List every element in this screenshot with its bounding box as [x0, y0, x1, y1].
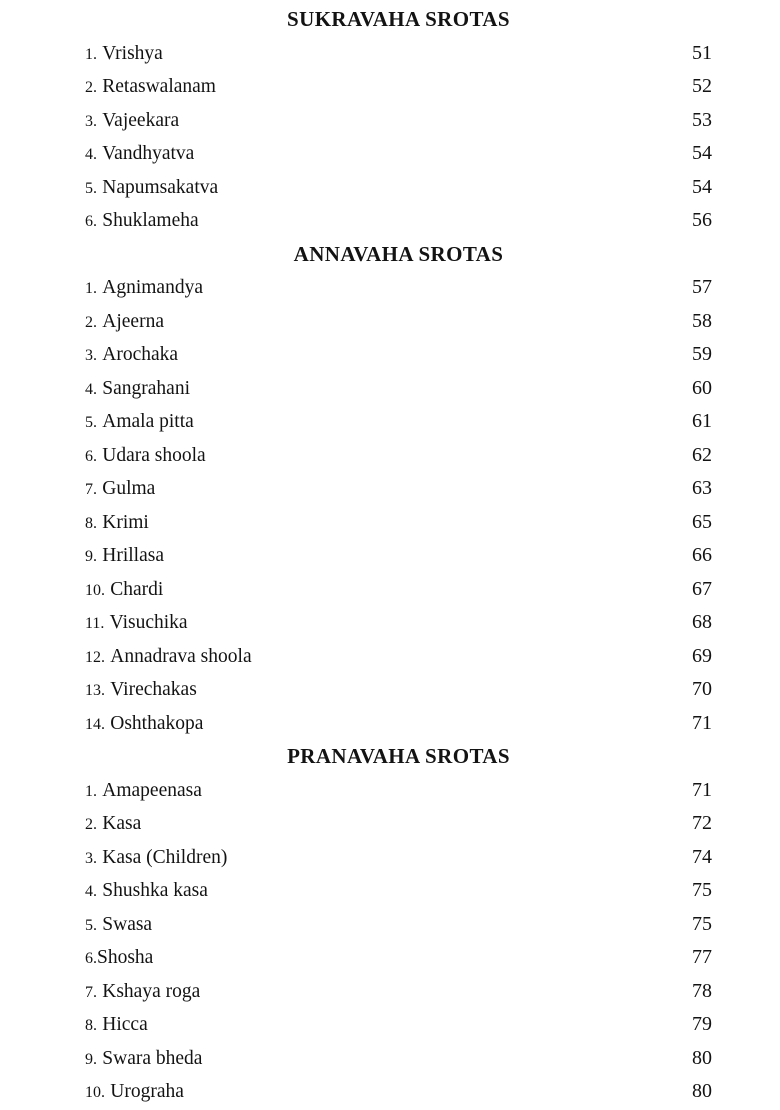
- toc-entry: [85, 573, 712, 607]
- entry-page-number: 52: [692, 75, 712, 97]
- entry-page-number: 74: [692, 845, 712, 868]
- entry-page-number: 54: [692, 142, 712, 164]
- entry-title: Udara shoola: [102, 444, 206, 466]
- entry-number: 6.: [85, 213, 97, 230]
- entry-page-number: 72: [692, 812, 712, 834]
- entry-page-number: 53: [692, 108, 712, 131]
- entry-label: [85, 1008, 148, 1043]
- entry-page-number: 70: [692, 678, 712, 700]
- entry-number: 8.: [85, 514, 97, 532]
- entry-label: [85, 171, 218, 206]
- entry-title: Ajeerna: [102, 310, 164, 332]
- entry-number: 5.: [85, 414, 97, 431]
- entry-number: 3.: [85, 347, 97, 364]
- entry-page-number: 54: [692, 175, 712, 198]
- entry-title: Oshthakopa: [110, 712, 204, 734]
- toc-entry: [85, 70, 712, 104]
- toc-entry: [85, 305, 712, 339]
- entry-title: Shuklameha: [102, 210, 199, 231]
- entry-label: [85, 874, 208, 909]
- entry-page-number: 58: [692, 309, 712, 332]
- entry-label: [85, 472, 155, 507]
- entry-page-number: 59: [692, 343, 712, 365]
- toc-entry: [85, 908, 712, 942]
- entry-label: [85, 506, 149, 541]
- entry-page-number: 63: [692, 477, 712, 499]
- entry-page-number: 78: [692, 979, 712, 1002]
- entry-number: 5.: [85, 916, 97, 934]
- entry-page-number: 71: [692, 711, 712, 734]
- toc-entry: [85, 941, 712, 975]
- entry-title: Agnimandya: [102, 277, 203, 298]
- entry-label: [85, 841, 227, 876]
- entry-label: [85, 539, 164, 574]
- entry-number: 4.: [85, 380, 97, 398]
- entry-title: Napumsakatva: [102, 176, 219, 198]
- entry-title: Kshaya roga: [102, 980, 201, 1002]
- toc-entry: [85, 539, 712, 573]
- entry-number: 6.: [85, 950, 97, 967]
- entry-title: Swasa: [102, 913, 153, 935]
- toc-entry: [85, 405, 712, 439]
- entry-label: [85, 707, 203, 742]
- toc-entry: [85, 606, 712, 640]
- entry-number: 10.: [85, 1084, 105, 1101]
- entry-title: Vajeekara: [102, 109, 180, 131]
- entry-number: 9.: [85, 548, 97, 565]
- entry-title: Arochaka: [102, 344, 179, 365]
- entry-page-number: 65: [692, 510, 712, 533]
- entry-number: 4.: [85, 146, 97, 163]
- toc-entry: [85, 874, 712, 908]
- entry-label: [85, 807, 141, 842]
- entry-label: [85, 975, 200, 1010]
- toc-entry: [85, 1008, 712, 1042]
- toc-entry: [85, 1075, 712, 1109]
- entry-label: [85, 774, 202, 809]
- entry-label: [85, 204, 199, 239]
- entry-number: 6.: [85, 447, 97, 465]
- entry-page-number: 67: [692, 577, 712, 600]
- entry-number: 14.: [85, 715, 105, 733]
- entry-page-number: 69: [692, 644, 712, 667]
- entry-page-number: 68: [692, 611, 712, 633]
- section-heading: PRANAVAHA SROTAS: [287, 744, 510, 768]
- entry-label: [85, 137, 194, 172]
- entry-title: Krimi: [102, 511, 149, 533]
- entry-page-number: 51: [692, 41, 712, 64]
- entry-page-number: 57: [692, 276, 712, 298]
- entry-page-number: 80: [692, 1046, 712, 1069]
- entry-page-number: 80: [692, 1080, 712, 1102]
- entry-label: [85, 1075, 184, 1110]
- toc-entry: [85, 104, 712, 138]
- entry-number: 7.: [85, 481, 97, 498]
- entry-number: 7.: [85, 983, 97, 1001]
- entry-number: 3.: [85, 112, 97, 130]
- entry-page-number: 66: [692, 544, 712, 566]
- entry-page-number: 75: [692, 879, 712, 901]
- entry-title: Annadrava shoola: [110, 645, 252, 667]
- toc-entry: [85, 372, 712, 406]
- entry-number: 13.: [85, 682, 105, 699]
- entry-title: Amapeenasa: [102, 779, 202, 801]
- entry-number: 8.: [85, 1017, 97, 1034]
- entry-number: 1.: [85, 280, 97, 297]
- entry-number: 3.: [85, 849, 97, 867]
- toc-entry: [85, 37, 712, 71]
- entry-page-number: 75: [692, 912, 712, 935]
- toc-entry: [85, 204, 712, 238]
- entry-label: [85, 338, 178, 373]
- entry-label: [85, 908, 152, 943]
- entry-number: 9.: [85, 1050, 97, 1068]
- entry-page-number: 71: [692, 778, 712, 801]
- entry-label: [85, 1042, 202, 1077]
- entry-title: Shushka kasa: [102, 880, 208, 901]
- toc-entry: [85, 640, 712, 674]
- entry-number: 1.: [85, 782, 97, 800]
- entry-number: 5.: [85, 179, 97, 197]
- entry-title: Shosha: [97, 947, 154, 968]
- toc-entry: [85, 472, 712, 506]
- entry-number: 11.: [85, 615, 105, 632]
- section-heading: SUKRAVAHA SROTAS: [287, 7, 510, 31]
- entry-page-number: 60: [692, 376, 712, 399]
- toc-entry: [85, 439, 712, 473]
- entry-title: Hicca: [102, 1014, 148, 1035]
- toc-entry: [85, 506, 712, 540]
- entry-number: 10.: [85, 581, 105, 599]
- entry-number: 2.: [85, 313, 97, 331]
- entry-title: Virechakas: [110, 679, 197, 700]
- entry-page-number: 77: [692, 946, 712, 968]
- entry-label: [85, 640, 252, 675]
- entry-label: [85, 70, 216, 105]
- entry-title: Swara bheda: [102, 1047, 203, 1069]
- toc-entry: [85, 1042, 712, 1076]
- entry-title: Retaswalanam: [102, 76, 216, 97]
- toc-entry: [85, 707, 712, 741]
- entry-label: [85, 606, 188, 641]
- entry-number: 2.: [85, 79, 97, 96]
- entry-title: Urograha: [110, 1081, 184, 1102]
- toc-entry: [85, 774, 712, 808]
- entry-label: [85, 271, 203, 306]
- entry-label: [85, 372, 190, 407]
- toc-entry: [85, 841, 712, 875]
- section-heading: ANNAVAHA SROTAS: [293, 241, 504, 266]
- entry-title: Chardi: [110, 578, 164, 600]
- entry-title: Gulma: [102, 478, 156, 499]
- entry-title: Hrillasa: [102, 545, 164, 566]
- entry-title: Visuchika: [109, 612, 188, 633]
- entry-label: [85, 941, 153, 976]
- entry-label: [85, 673, 197, 708]
- toc-entry: [85, 171, 712, 205]
- entry-page-number: 56: [692, 209, 712, 231]
- entry-number: 12.: [85, 648, 105, 666]
- entry-page-number: 79: [692, 1013, 712, 1035]
- toc-entry: [85, 338, 712, 372]
- toc-entry: [85, 975, 712, 1009]
- entry-page-number: 62: [692, 443, 712, 466]
- entry-title: Amala pitta: [102, 411, 194, 432]
- toc-entry: [85, 673, 712, 707]
- entry-title: Kasa: [102, 813, 142, 834]
- entry-label: [85, 405, 194, 440]
- toc-entry: [85, 137, 712, 171]
- entry-title: Sangrahani: [102, 377, 190, 399]
- entry-title: Vandhyatva: [102, 143, 195, 164]
- entry-label: [85, 573, 163, 608]
- entry-number: 4.: [85, 883, 97, 900]
- entry-number: 2.: [85, 816, 97, 833]
- toc-entry: [85, 271, 712, 305]
- entry-number: 1.: [85, 45, 97, 63]
- entry-label: [85, 439, 206, 474]
- entry-title: Kasa (Children): [102, 846, 228, 868]
- entry-label: [85, 104, 179, 139]
- entry-page-number: 61: [692, 410, 712, 432]
- entry-title: Vrishya: [102, 42, 163, 64]
- entry-label: [85, 37, 163, 72]
- toc-entry: [85, 807, 712, 841]
- entry-label: [85, 305, 164, 340]
